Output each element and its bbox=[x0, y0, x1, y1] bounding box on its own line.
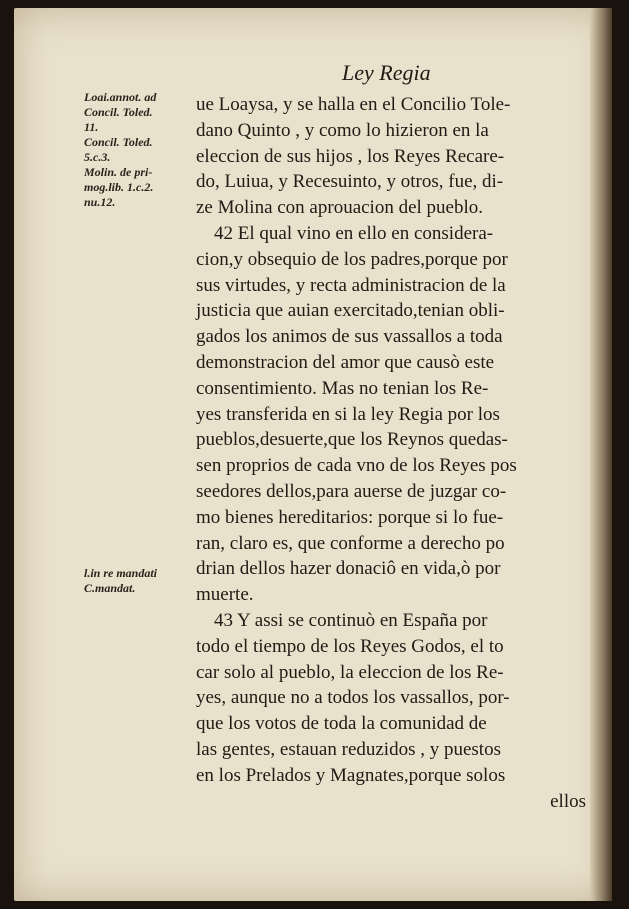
text-line: gados los animos de sus vassallos a toda bbox=[196, 326, 503, 348]
text-line: cion,y obsequio de los padres,porque por bbox=[196, 248, 508, 270]
text-line: eleccion de sus hijos , los Reyes Recare- bbox=[196, 145, 505, 167]
book-spine bbox=[590, 8, 612, 901]
text-line: yes transferida en si la ley Regia por los bbox=[196, 403, 500, 425]
text-line: dano Quinto , y como lo hizieron en la bbox=[196, 119, 489, 141]
text-line: justicia que auian exercitado,tenian obli- bbox=[196, 300, 505, 322]
margin-note: nu.12. bbox=[84, 195, 116, 209]
margin-notes bbox=[84, 90, 196, 595]
text-line: consentimiento. Mas no tenian los Re- bbox=[196, 377, 489, 399]
margin-note: Concil. Toled. bbox=[84, 105, 153, 119]
margin-note-group-1 bbox=[84, 90, 196, 210]
text-line: todo el tiempo de los Reyes Godos, el to bbox=[196, 635, 504, 657]
text-line: ue Loaysa, y se halla en el Concilio Tole- bbox=[196, 94, 511, 115]
running-title: Ley Regia bbox=[342, 60, 431, 85]
text-line: sen proprios de cada vno de los Reyes pos bbox=[196, 455, 517, 477]
margin-note: Concil. Toled. bbox=[84, 135, 153, 149]
text-line: muerte. bbox=[196, 584, 254, 606]
text-line: ellos bbox=[550, 790, 586, 812]
text-line: ran, claro es, que conforme a derecho po bbox=[196, 532, 505, 554]
body-text bbox=[196, 92, 586, 814]
book-page bbox=[14, 8, 612, 901]
text-line: 42 El qual vino en ello en considera- bbox=[214, 222, 494, 244]
margin-note: l.in re mandati bbox=[84, 566, 158, 580]
text-line: pueblos,desuerte,que los Reynos quedas- bbox=[196, 429, 508, 451]
text-line: en los Prelados y Magnates,porque solos bbox=[196, 764, 506, 786]
text-line: do, Luiua, y Recesuinto, y otros, fue, di- bbox=[196, 171, 504, 193]
text-line: yes, aunque no a todos los vassallos, por- bbox=[196, 687, 510, 709]
text-line: 43 Y assi se continuò en España por bbox=[214, 609, 488, 631]
text-line: ze Molina con aprouacion del pueblo. bbox=[196, 197, 484, 219]
text-line: demonstracion del amor que causò este bbox=[196, 351, 495, 373]
text-line: mo bienes hereditarios: porque si lo fue- bbox=[196, 506, 504, 528]
margin-note: Molin. de pri- bbox=[84, 165, 153, 179]
text-line: que los votos de toda la comunidad de bbox=[196, 713, 487, 735]
text-line: drian dellos hazer donaciô en vida,ò por bbox=[196, 558, 501, 580]
margin-note: Loai.annot. ad bbox=[84, 90, 157, 104]
margin-note-group-2 bbox=[84, 566, 157, 596]
margin-note: C.mandat. bbox=[84, 581, 136, 595]
text-line: las gentes, estauan reduzidos , y puestos bbox=[196, 738, 501, 760]
text-line: sus virtudes, y recta administracion de la bbox=[196, 274, 506, 296]
text-line: car solo al pueblo, la eleccion de los Re- bbox=[196, 661, 504, 683]
margin-note: 5.c.3. bbox=[84, 150, 111, 164]
margin-note: mog.lib. 1.c.2. bbox=[84, 180, 154, 194]
margin-note: 11. bbox=[84, 120, 99, 134]
text-line: seedores dellos,para auerse de juzgar co- bbox=[196, 480, 507, 502]
